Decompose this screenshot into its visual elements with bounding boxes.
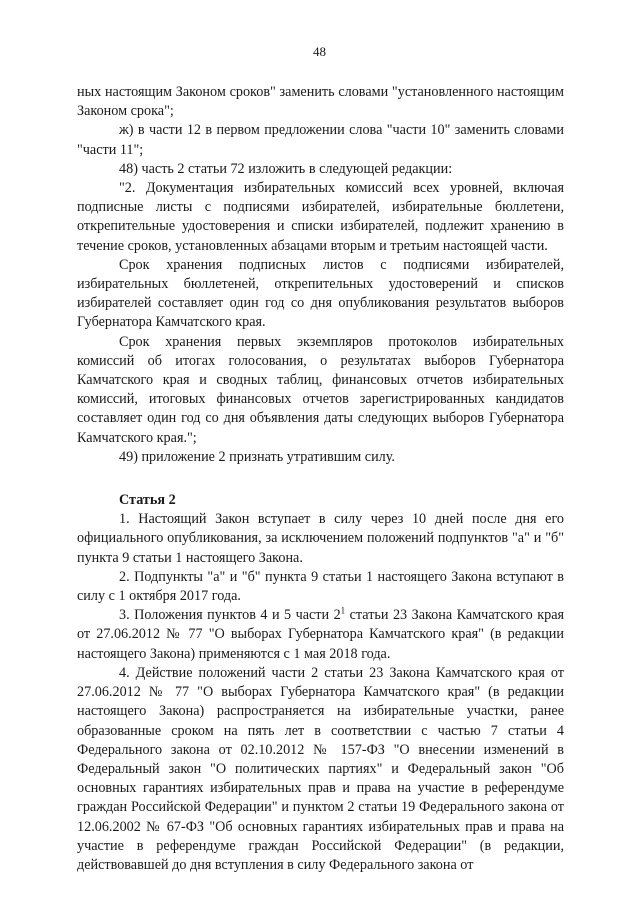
article-heading: Статья 2: [119, 492, 176, 509]
superscript: 1: [340, 605, 346, 616]
paragraph-3: [77, 606, 564, 664]
document-body: [77, 83, 564, 875]
page-number: 48: [313, 44, 326, 59]
paragraph: Срок хранения первых экземпляров протоколов избирательных комиссий об итогах голосования, о результатах выборов Губернатора Камчатского края и сводных таблиц, финансовых отчетов избирательных комиссий, итоговых финансовых отчетов зарегистрированных кандидатов составляет один год со дня объявления даты следующих выборов Губернатора Камчатского края.";: [77, 333, 564, 446]
paragraph-4: 4. Действие положений части 2 статьи 23 Закона Камчатского края от 27.06.2012 № 77 "О выборах Губернатора Камчатского края" (в редакции настоящего Закона) распространяется на избирательные участки, ранее образованные сроком на пять лет в соответствии с частью 7 статьи 4 Федерального закона от 02.10.2012 № 157-ФЗ "О внесении изменений в Федеральный закон "О политических партиях" и Федеральный закон "Об основных гарантиях избирательных прав и права на участие в референдуме граждан Российской Федерации" и пунктом 2 статьи 19 Федерального закона от 12.06.2002 № 67-ФЗ "Об основных гарантиях избирательных прав и права на участие в референдуме граждан Российской Федерации" (в редакции, действовавшей до дня вступления в силу Федерального закона от: [77, 664, 564, 873]
paragraph: 49) приложение 2 признать утратившим силу.: [119, 448, 395, 465]
paragraph: ж) в части 12 в первом предложении слова "части 10" заменить словами "части 11";: [77, 122, 564, 158]
paragraph: 2. Подпункты "а" и "б" пункта 9 статьи 1 настоящего Закона вступают в силу с 1 октября 2017 года.: [77, 568, 564, 605]
paragraph: Срок хранения подписных листов с подписями избирателей, избирательных бюллетеней, открепительных удостоверений и списков избирателей составляет один год со дня опубликования результатов выборов Губернатора Камчатского края.: [77, 256, 564, 331]
paragraph-3-text-after: статьи 23 Закона Камчатского края от 27.06.2012 № 77 "О выборах Губернатора Камчатского края" (в редакции настоящего Закона) применяются с 1 мая 2018 года.: [77, 607, 565, 662]
paragraph-3-text-before: 3. Положения пунктов 4 и 5 части 2: [119, 607, 341, 624]
paragraph: 1. Настоящий Закон вступает в силу через 10 дней после дня его официального опубликования, за исключением положений подпунктов "а" и "б" пункта 9 статьи 1 настоящего Закона.: [77, 511, 564, 566]
paragraph: "2. Документация избирательных комиссий всех уровней, включая подписные листы с подписями избирателей, избирательные бюллетени, открепительные удостоверения и списки избирателей, подлежит хранению в течение сроков, установленных абзацами вторым и третьим настоящей части.: [77, 180, 564, 254]
paragraph: 48) часть 2 статьи 72 изложить в следующей редакции:: [119, 160, 453, 177]
paragraph: ных настоящим Законом сроков" заменить словами "установленного настоящим Законом срока";: [77, 84, 564, 120]
